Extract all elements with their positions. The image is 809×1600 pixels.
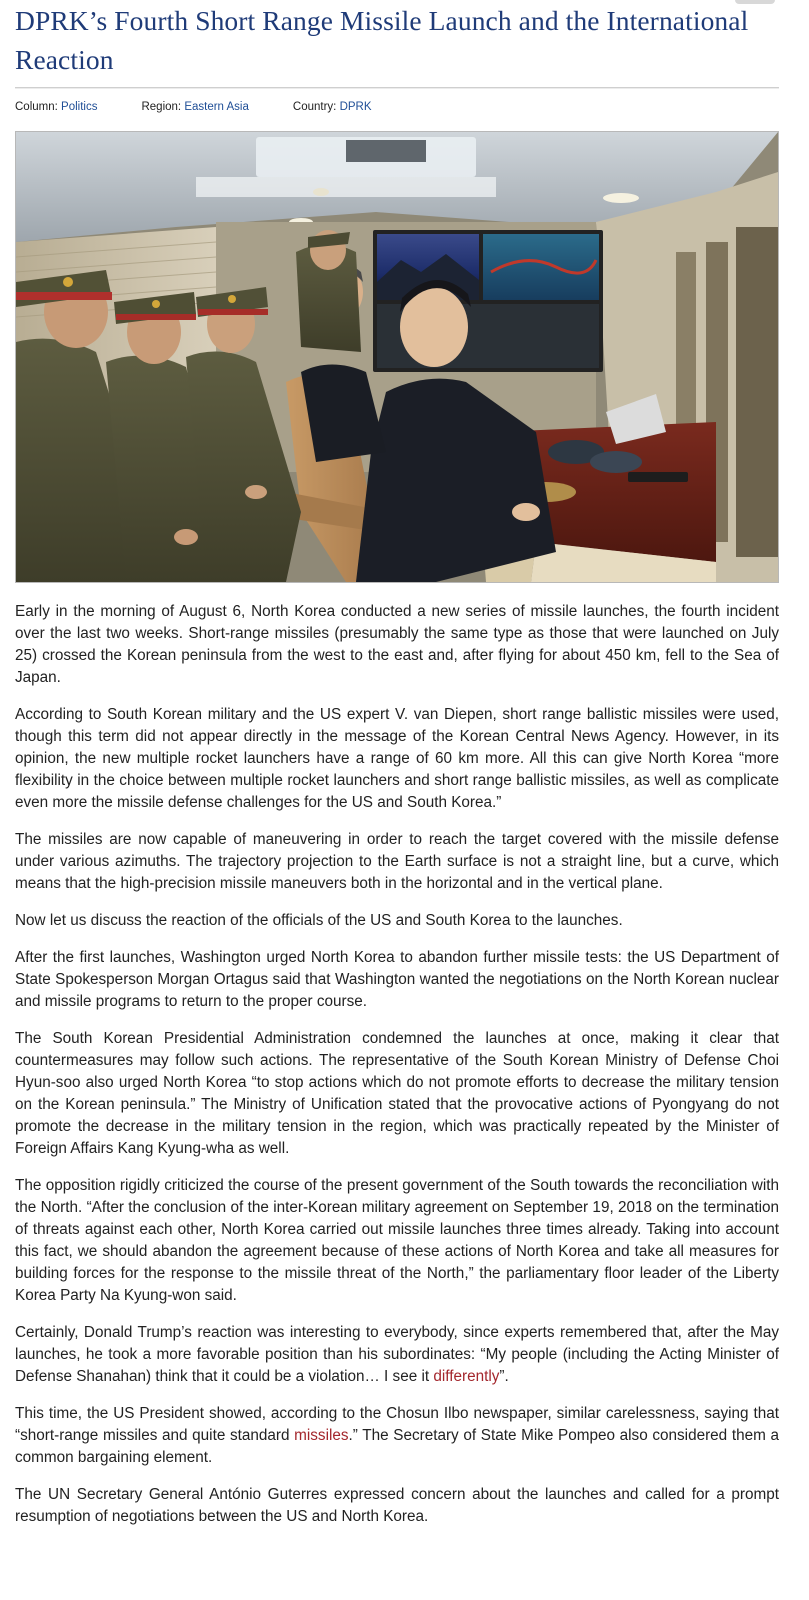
article-paragraph: The UN Secretary General António Guterres expressed concern about the launches and called for a prompt resumption of negotiations between the US and North Korea.: [15, 1486, 779, 1525]
article-paragraph-chosun: [15, 1403, 779, 1469]
region-link[interactable]: Eastern Asia: [184, 101, 249, 113]
article-paragraph-trump: [15, 1322, 779, 1388]
article-page: [15, 0, 779, 1543]
missiles-link[interactable]: missiles: [294, 1427, 349, 1444]
photo-illustration: [16, 132, 778, 582]
meta-country-label: Country:: [292, 101, 337, 113]
differently-link[interactable]: differently: [433, 1368, 500, 1385]
article-paragraph: The opposition rigidly criticized the course of the present government of the South towards the reconciliation with the North. “After the conclusion of the inter-Korean military agreement on September 19, 2018 on the termination of threats against each other, North Korea carried out missile launches three times already. Taking into account this fact, we should abandon the agreement because of these actions of North Korea and take all measures for building forces for the response to the missile threat of the North,” the parliamentary floor leader of the Liberty Korea Party Na Kyung-won said.: [15, 1177, 779, 1304]
paragraph-text: This time, the US President showed, according to the Chosun Ilbo newspaper, similar carelessness, saying that “short-range missiles and quite standard: [15, 1405, 779, 1444]
meta-column: [15, 99, 97, 115]
title-divider: [15, 87, 779, 88]
article-paragraph: Early in the morning of August 6, North Korea conducted a new series of missile launches, the fourth incident over the last two weeks. Short-range missiles (presumably the same type as those that were launched on July 25) crossed the Korean peninsula from the west to the east and, after flying for about 450 km, fell to the Sea of Japan.: [15, 603, 779, 686]
article-paragraph: The South Korean Presidential Administration condemned the launches at once, making it clear that countermeasures may follow such actions. The representative of the South Korean Ministry of Defense Choi Hyun-soo also urged North Korea “to stop actions which do not promote efforts to decrease the military tension on the Korean peninsula.” The Ministry of Unification stated that the provocative actions of Pyongyang do not promote the decrease in the military tension in the region, which was practically repeated by the Minister of Foreign Affairs Kang Kyung-wha as well.: [15, 1030, 779, 1157]
country-link[interactable]: DPRK: [339, 101, 372, 113]
column-link[interactable]: Politics: [61, 101, 98, 113]
article-meta: [15, 99, 779, 115]
article-photo: [15, 131, 779, 583]
article-body: [15, 601, 779, 1528]
article-paragraph: The missiles are now capable of maneuvering in order to reach the target covered with the missile defense under various azimuths. The trajectory projection to the Earth surface is not a straight line, but a curve, which means that the high-precision missile maneuvers both in the horizontal and in the vertical plane.: [15, 831, 779, 892]
meta-region: [141, 99, 248, 115]
article-paragraph: After the first launches, Washington urged North Korea to abandon further missile tests: the US Department of State Spokesperson Morgan Ortagus said that Washington wanted the negotiations on the North Korean nuclear and missile programs to return to the proper course.: [15, 949, 779, 1010]
meta-column-label: Column:: [15, 101, 58, 113]
paragraph-text: Certainly, Donald Trump’s reaction was interesting to everybody, since experts remembered that, after the May launches, he took a more favorable position than his subordinates: “My people (including the Acting Minister of Defense Shanahan) think that it could be a violation… I see it: [15, 1324, 779, 1385]
article-title: DPRK’s Fourth Short Range Missile Launch and the International Reaction: [15, 5, 749, 75]
meta-country: [293, 99, 372, 115]
article-paragraph: Now let us discuss the reaction of the officials of the US and South Korea to the launches.: [15, 912, 623, 929]
meta-region-label: Region:: [141, 101, 182, 113]
paragraph-text: .” The Secretary of State Mike Pompeo also considered them a common bargaining element.: [15, 1427, 779, 1466]
article-paragraph: According to South Korean military and the US expert V. van Diepen, short range ballistic missiles were used, though this term did not appear directly in the message of the Korean Central News Agency. However, in its opinion, the new multiple rocket launchers have a range of 60 km more. All this can give North Korea “more flexibility in the choice between multiple rocket launchers and short range ballistic missiles, as well as complicate even more the missile defense challenges for the US and South Korea.”: [15, 706, 779, 811]
paragraph-text: ”.: [499, 1368, 509, 1385]
